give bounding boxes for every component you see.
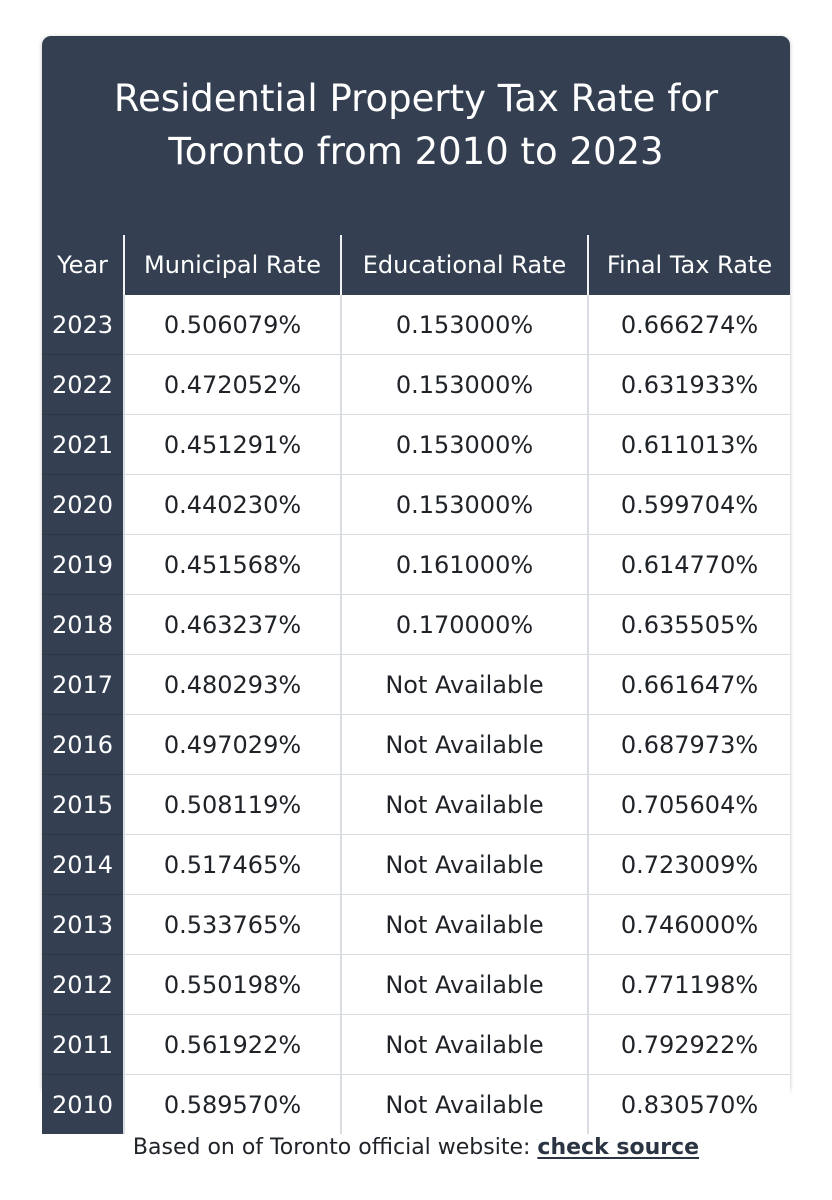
table-row <box>42 475 790 535</box>
municipal-rate-cell: 0.589570% <box>124 1075 341 1135</box>
year-cell: 2021 <box>42 415 124 475</box>
year-cell: 2019 <box>42 535 124 595</box>
final-tax-rate-cell: 0.635505% <box>588 595 790 655</box>
final-tax-rate-cell: 0.611013% <box>588 415 790 475</box>
final-tax-rate-cell: 0.771198% <box>588 955 790 1015</box>
table-row <box>42 835 790 895</box>
municipal-rate-cell: 0.472052% <box>124 355 341 415</box>
final-tax-rate-cell: 0.830570% <box>588 1075 790 1135</box>
municipal-rate-cell: 0.451568% <box>124 535 341 595</box>
final-tax-rate-cell: 0.746000% <box>588 895 790 955</box>
educational-rate-cell: Not Available <box>341 655 588 715</box>
municipal-rate-cell: 0.480293% <box>124 655 341 715</box>
year-cell: 2017 <box>42 655 124 715</box>
educational-rate-cell: 0.170000% <box>341 595 588 655</box>
municipal-rate-cell: 0.517465% <box>124 835 341 895</box>
table-row <box>42 295 790 355</box>
header-municipal-rate: Municipal Rate <box>124 235 341 295</box>
educational-rate-cell: 0.161000% <box>341 535 588 595</box>
educational-rate-cell: Not Available <box>341 1015 588 1075</box>
final-tax-rate-cell: 0.599704% <box>588 475 790 535</box>
header-year: Year <box>42 235 124 295</box>
educational-rate-cell: Not Available <box>341 1075 588 1135</box>
footer-text: Based on of Toronto official website: <box>132 1135 538 1160</box>
municipal-rate-cell: 0.550198% <box>124 955 341 1015</box>
educational-rate-cell: 0.153000% <box>341 295 588 355</box>
educational-rate-cell: Not Available <box>341 775 588 835</box>
final-tax-rate-cell: 0.687973% <box>588 715 790 775</box>
educational-rate-cell: Not Available <box>341 715 588 775</box>
municipal-rate-cell: 0.440230% <box>124 475 341 535</box>
educational-rate-cell: Not Available <box>341 895 588 955</box>
educational-rate-cell: 0.153000% <box>341 415 588 475</box>
final-tax-rate-cell: 0.723009% <box>588 835 790 895</box>
final-tax-rate-cell: 0.661647% <box>588 655 790 715</box>
year-cell: 2015 <box>42 775 124 835</box>
table-row <box>42 355 790 415</box>
year-cell: 2012 <box>42 955 124 1015</box>
year-cell: 2011 <box>42 1015 124 1075</box>
year-cell: 2022 <box>42 355 124 415</box>
table-row <box>42 655 790 715</box>
year-cell: 2016 <box>42 715 124 775</box>
municipal-rate-cell: 0.533765% <box>124 895 341 955</box>
tax-rate-card <box>42 36 790 1119</box>
table-title <box>42 72 790 178</box>
table-row <box>42 1015 790 1075</box>
municipal-rate-cell: 0.497029% <box>124 715 341 775</box>
table-row <box>42 955 790 1015</box>
final-tax-rate-cell: 0.705604% <box>588 775 790 835</box>
municipal-rate-cell: 0.561922% <box>124 1015 341 1075</box>
header-educational-rate: Educational Rate <box>341 235 588 295</box>
title-line-2: Toronto from 2010 to 2023 <box>168 130 664 173</box>
year-cell: 2020 <box>42 475 124 535</box>
table-row <box>42 1075 790 1135</box>
municipal-rate-cell: 0.463237% <box>124 595 341 655</box>
municipal-rate-cell: 0.451291% <box>124 415 341 475</box>
municipal-rate-cell: 0.508119% <box>124 775 341 835</box>
year-cell: 2018 <box>42 595 124 655</box>
header-final-tax-rate: Final Tax Rate <box>588 235 790 295</box>
municipal-rate-cell: 0.506079% <box>124 295 341 355</box>
educational-rate-cell: 0.153000% <box>341 475 588 535</box>
year-cell: 2014 <box>42 835 124 895</box>
educational-rate-cell: 0.153000% <box>341 355 588 415</box>
tax-rate-table <box>42 235 790 1134</box>
table-row <box>42 595 790 655</box>
table-row <box>42 775 790 835</box>
final-tax-rate-cell: 0.631933% <box>588 355 790 415</box>
final-tax-rate-cell: 0.666274% <box>588 295 790 355</box>
title-line-1: Residential Property Tax Rate for <box>113 77 719 120</box>
educational-rate-cell: Not Available <box>341 955 588 1015</box>
year-cell: 2013 <box>42 895 124 955</box>
year-cell: 2023 <box>42 295 124 355</box>
table-row <box>42 535 790 595</box>
table-row <box>42 715 790 775</box>
header-row <box>42 235 790 295</box>
year-cell: 2010 <box>42 1075 124 1135</box>
final-tax-rate-cell: 0.792922% <box>588 1015 790 1075</box>
source-footer <box>0 1135 832 1160</box>
table-row <box>42 895 790 955</box>
table-row <box>42 415 790 475</box>
final-tax-rate-cell: 0.614770% <box>588 535 790 595</box>
check-source-link[interactable]: check source <box>537 1135 700 1160</box>
educational-rate-cell: Not Available <box>341 835 588 895</box>
